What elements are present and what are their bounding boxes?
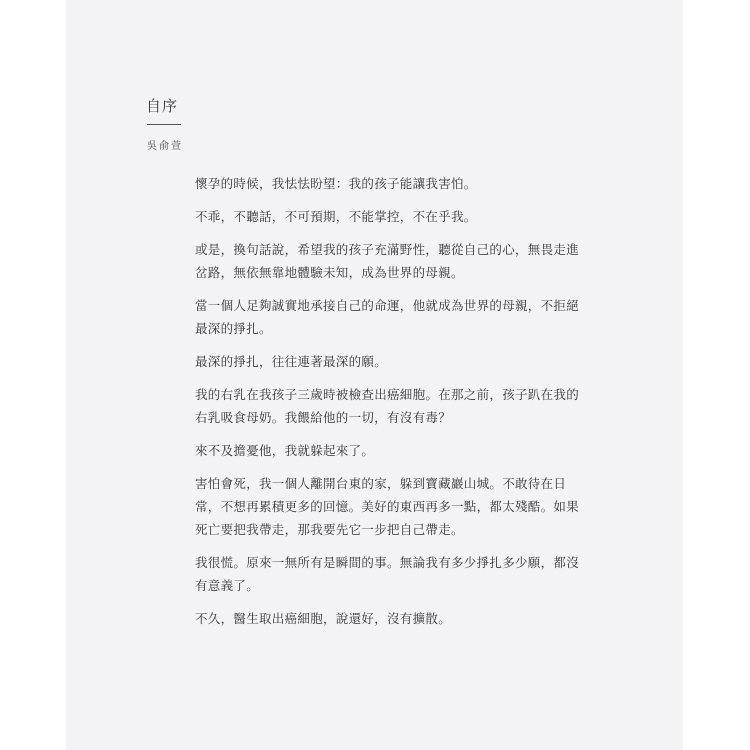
paragraph: 我的右乳在我孩子三歲時被檢查出癌細胞。在那之前，孩子趴在我的 右乳吸食母奶。我餵給他的一切，有沒有毒？ bbox=[195, 387, 580, 425]
book-page bbox=[66, 0, 683, 750]
paragraph: 或是，換句話說，希望我的孩子充滿野性，聽從自己的心，無畏走進 岔路，無依無靠地體驗未知，成為世界的母親。 bbox=[195, 242, 580, 280]
paragraph: 害怕會死，我一個人離開台東的家，躲到寶藏巖山城。不敢待在日 常，不想再累積更多的回憶。美好的東西再多一點，都太殘酷。如果 死亡要把我帶走，那我要先它一步把自己帶走。 bbox=[195, 476, 580, 537]
paragraph: 當一個人足夠誠實地承接自己的命運，他就成為世界的母親，不拒絕 最深的掙扎。 bbox=[195, 298, 580, 336]
body-text bbox=[195, 172, 615, 640]
paragraph: 懷孕的時候，我怯怯盼望：我的孩子能讓我害怕。 bbox=[195, 176, 477, 191]
paragraph: 來不及擔憂他，我就躲起來了。 bbox=[195, 443, 375, 458]
paragraph: 不久，醫生取出癌細胞，說還好，沒有擴散。 bbox=[195, 611, 452, 626]
title-underline bbox=[147, 124, 181, 125]
paragraph: 最深的掙扎，往往連著最深的願。 bbox=[195, 354, 388, 369]
page-title: 自序 bbox=[146, 97, 179, 115]
paragraph: 不乖，不聽話，不可預期，不能掌控，不在乎我。 bbox=[195, 209, 477, 224]
paragraph: 我很慌。原來一無所有是瞬間的事。無論我有多少掙扎多少願，都沒 有意義了。 bbox=[195, 555, 580, 593]
author-name: 吳俞萱 bbox=[147, 141, 183, 152]
